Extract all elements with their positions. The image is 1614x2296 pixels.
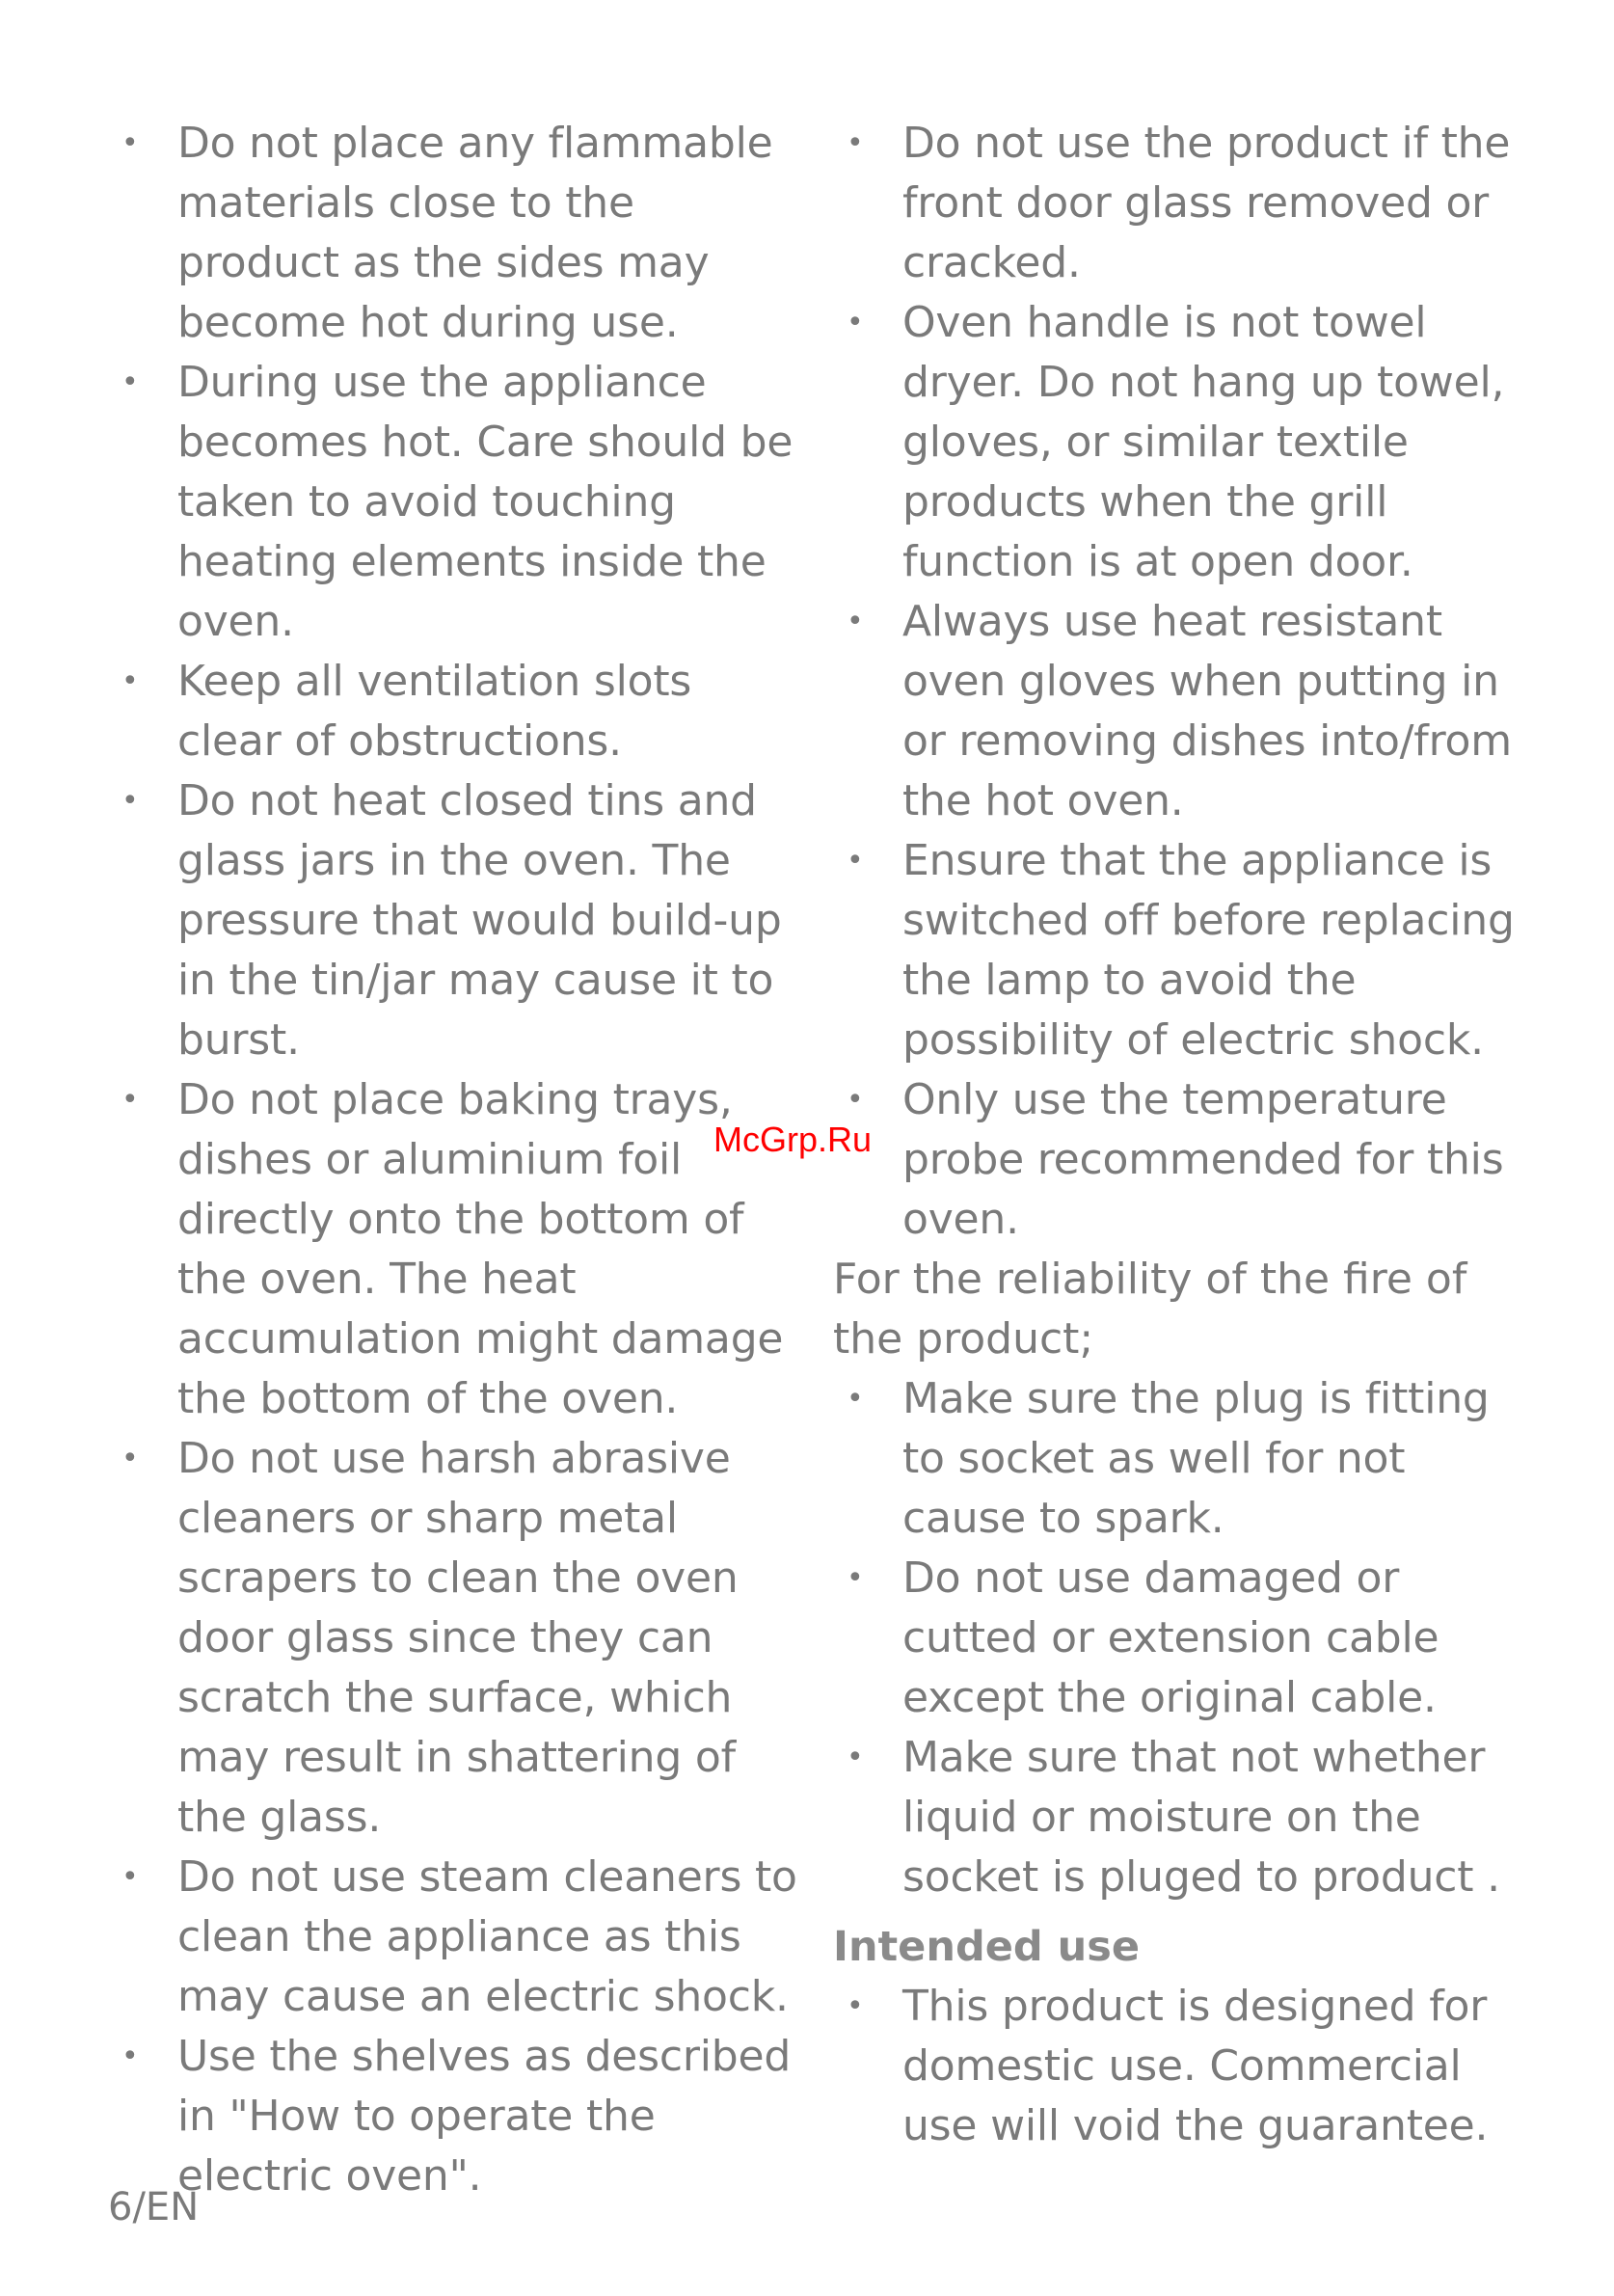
bullet-icon: • <box>121 664 139 698</box>
list-item: • Use the shelves as described in "How to operate the electric oven". <box>108 2027 802 2206</box>
right-bullet-list-top <box>833 114 1527 1250</box>
list-item: • This product is designed for domestic use. Commercial use will void the guarantee. <box>833 1977 1527 2156</box>
bullet-icon: • <box>121 126 139 160</box>
list-item: • Do not use damaged or cutted or extension cable except the original cable. <box>833 1549 1527 1728</box>
left-bullet-list <box>108 114 802 2206</box>
bullet-icon: • <box>121 784 139 818</box>
list-item: • Make sure that not whether liquid or moisture on the socket is pluged to product . <box>833 1728 1527 1907</box>
list-item: • Do not place baking trays, dishes or aluminium foil directly onto the bottom of the oven. The heat accumulation might damage the bottom of the oven. <box>108 1070 802 1429</box>
left-column <box>108 114 802 2206</box>
bullet-icon: • <box>121 365 139 399</box>
bullet-icon: • <box>847 844 864 878</box>
list-item: • Keep all ventilation slots clear of obstructions. <box>108 652 802 771</box>
list-item: • Do not place any flammable materials close to the product as the sides may become hot during use. <box>108 114 802 353</box>
list-item: • Do not use harsh abrasive cleaners or sharp metal scrapers to clean the oven door glass since they can scratch the surface, which may result in shattering of the glass. <box>108 1429 802 1848</box>
bullet-icon: • <box>847 605 864 638</box>
list-item: • During use the appliance becomes hot. Care should be taken to avoid touching heating elements inside the oven. <box>108 353 802 652</box>
list-item: • Only use the temperature probe recommended for this oven. <box>833 1070 1527 1250</box>
list-item: • Always use heat resistant oven gloves when putting in or removing dishes into/from the hot oven. <box>833 592 1527 831</box>
bullet-icon: • <box>121 1860 139 1894</box>
bullet-icon: • <box>847 1741 864 1774</box>
bullet-icon: • <box>847 126 864 160</box>
right-bullet-list-intended <box>833 1977 1527 2156</box>
bullet-icon: • <box>121 1083 139 1117</box>
bullet-icon: • <box>121 2039 139 2073</box>
bullet-icon: • <box>847 1382 864 1416</box>
bullet-icon: • <box>121 1442 139 1475</box>
list-item: • Do not heat closed tins and glass jars in the oven. The pressure that would build-up in the tin/jar may cause it to burst. <box>108 771 802 1070</box>
list-item: • Make sure the plug is fitting to socket as well for not cause to spark. <box>833 1369 1527 1549</box>
right-bullet-list-reliability <box>833 1369 1527 1907</box>
list-item: • Ensure that the appliance is switched off before replacing the lamp to avoid the possibility of electric shock. <box>833 831 1527 1070</box>
reliability-intro: For the reliability of the fire of the product; <box>833 1255 1467 1364</box>
bullet-icon: • <box>847 1083 864 1117</box>
bullet-icon: • <box>847 306 864 339</box>
list-item: • Oven handle is not towel dryer. Do not hang up towel, gloves, or similar textile products when the grill function is at open door. <box>833 293 1527 592</box>
list-item: • Do not use the product if the front door glass removed or cracked. <box>833 114 1527 293</box>
bullet-icon: • <box>847 1561 864 1595</box>
bullet-icon: • <box>847 1989 864 2023</box>
watermark: McGrp.Ru <box>713 1120 873 1159</box>
list-item: • Do not use steam cleaners to clean the appliance as this may cause an electric shock. <box>108 1848 802 2027</box>
intended-use-heading: Intended use <box>833 1923 1141 1971</box>
right-column <box>833 114 1527 2156</box>
page-number: 6/EN <box>108 2185 200 2229</box>
